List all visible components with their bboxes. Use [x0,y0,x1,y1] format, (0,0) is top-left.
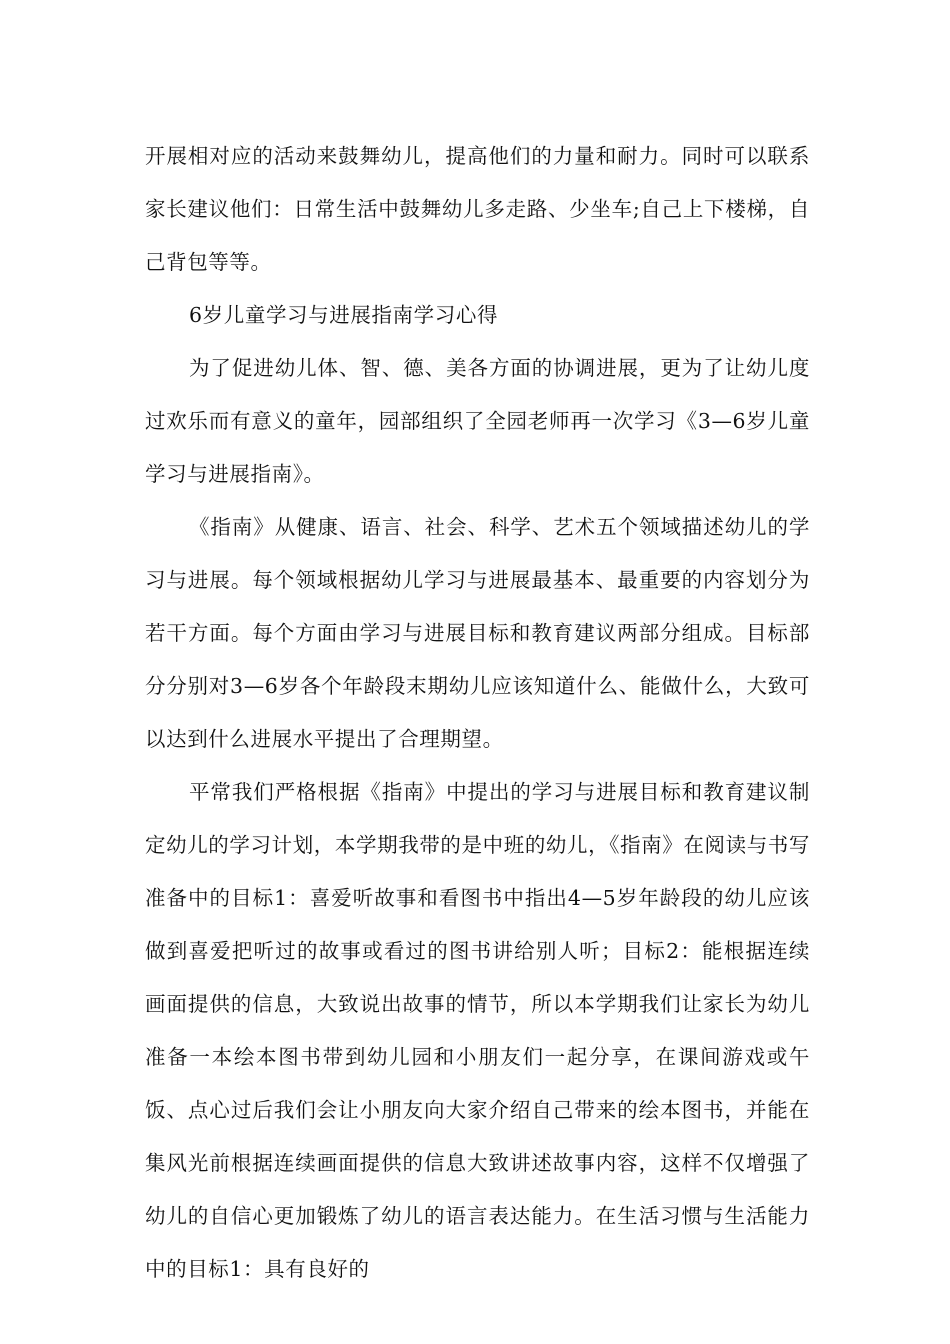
document-body [145,130,810,1296]
paragraph-guide-overview: 《指南》从健康、语言、社会、科学、艺术五个领域描述幼儿的学习与进展。每个领域根据幼儿学习与进展最基本、最重要的内容划分为若干方面。每个方面由学习与进展目标和教育建议两部分组成。目标部分分别对3—6岁各个年龄段末期幼儿应该知道什么、能做什么，大致可以达到什么进展水平提出了合理期望。 [145,515,810,751]
section-heading: 6岁儿童学习与进展指南学习心得 [189,303,499,327]
paragraph-continuation: 开展相对应的活动来鼓舞幼儿，提高他们的力量和耐力。同时可以联系家长建议他们：日常生活中鼓舞幼儿多走路、少坐车;自己上下楼梯，自己背包等等。 [145,144,810,274]
paragraph-intro: 为了促进幼儿体、智、德、美各方面的协调进展，更为了让幼儿度过欢乐而有意义的童年，园部组织了全园老师再一次学习《3—6岁儿童学习与进展指南》。 [145,356,810,486]
paragraph-practice: 平常我们严格根据《指南》中提出的学习与进展目标和教育建议制定幼儿的学习计划，本学期我带的是中班的幼儿，《指南》在阅读与书写准备中的目标1：喜爱听故事和看图书中指出4—5岁年龄段的幼儿应该做到喜爱把听过的故事或看过的图书讲给别人听；目标2：能根据连续画面提供的信息，大致说出故事的情节，所以本学期我们让家长为幼儿准备一本绘本图书带到幼儿园和小朋友们一起分享，在课间游戏或午饭、点心过后我们会让小朋友向大家介绍自己带来的绘本图书，并能在集风光前根据连续画面提供的信息大致讲述故事内容，这样不仅增强了幼儿的自信心更加锻炼了幼儿的语言表达能力。在生活习惯与生活能力中的目标1：具有良好的 [145,780,810,1281]
